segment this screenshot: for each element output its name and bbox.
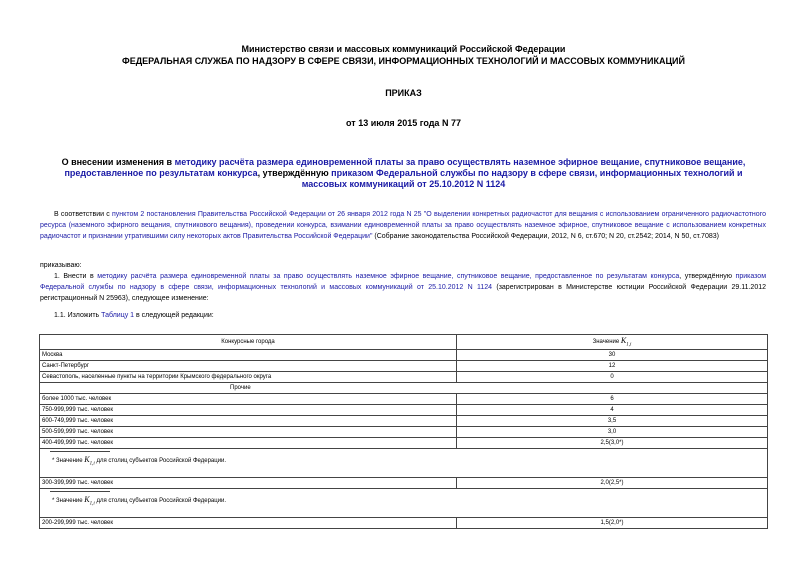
table-row <box>40 361 768 372</box>
city-cell: 300-399,999 тыс. человек <box>40 478 457 489</box>
table-header-row <box>40 335 768 350</box>
city-cell: 500-599,999 тыс. человек <box>40 427 457 438</box>
table-row <box>40 438 768 449</box>
document-title <box>48 157 759 190</box>
city-cell: 200-299,999 тыс. человек <box>40 518 457 529</box>
footnote-row <box>40 449 768 478</box>
coefficient-table <box>39 334 768 529</box>
title-link-order[interactable]: приказом Федеральной службы по надзору в сфере связи, информационных технологий и массовых коммуникаций от 25.10.2012 N 1124 <box>301 168 743 189</box>
item-1-tail: (зарегистрирован в Министерстве юстиции Российской Федерации 29.11.2012 регистрационный N 25963), следующее изменение: <box>40 284 767 302</box>
value-cell: 1,5(2,0*) <box>457 518 768 529</box>
k-coefficient-symbol: $K_{1,i}$ <box>84 495 95 507</box>
table-row <box>40 394 768 405</box>
item-1-paragraph <box>40 271 766 304</box>
table-row <box>40 405 768 416</box>
city-cell: более 1000 тыс. человек <box>40 394 457 405</box>
value-cell: 6 <box>457 394 768 405</box>
preamble-lead: В соответствии с <box>54 211 113 218</box>
document-date-number: от 13 июля 2015 года N 77 <box>346 118 461 128</box>
preamble-link[interactable]: пунктом 2 постановления Правительства Российской Федерации от 26 января 2012 года N 25 "О выделении конкретных радиочастот для вещания с использованием ограниченного радиочастотного ресурса (наземного эфирного вещания, спутникового вещания), проведении конкурса, взимании единовременной платы за право осуществлять наземное эфирное, спутниковое вещание с использованием конкретных радиочастот и признании утратившими силу некоторых актов Правительства Российской Федерации" <box>40 211 766 240</box>
table-row <box>40 518 768 529</box>
table-row <box>40 427 768 438</box>
value-cell: 12 <box>457 361 768 372</box>
table-row <box>40 350 768 361</box>
footnote-prefix: * Значение <box>52 458 83 464</box>
item-1-lead: 1. Внести в <box>54 273 98 280</box>
value-cell: 4 <box>457 405 768 416</box>
title-text-1: О внесении изменения в <box>61 157 175 167</box>
item-1-mid: , утверждённую <box>679 273 736 280</box>
city-cell: 400-499,999 тыс. человек <box>40 438 457 449</box>
footnote-suffix: для столиц субъектов Российской Федерации. <box>96 458 227 464</box>
preamble-paragraph <box>40 209 766 242</box>
value-cell: 3,0 <box>457 427 768 438</box>
item-1-1-tail: в следующей редакции: <box>134 312 214 319</box>
order-word: приказываю: <box>40 262 82 269</box>
other-label-cell: Прочие <box>40 383 768 394</box>
header-value-label: Значение <box>592 339 620 346</box>
k-coefficient-symbol: $K_{1,i}$ <box>620 336 632 348</box>
table-1-link[interactable]: Таблицу 1 <box>101 312 135 319</box>
footnote-prefix: * Значение <box>52 498 83 504</box>
value-cell: 0 <box>457 372 768 383</box>
value-cell: 2,0(2,5*) <box>457 478 768 489</box>
value-cell: 2,5(3,0*) <box>457 438 768 449</box>
value-cell: 30 <box>457 350 768 361</box>
title-text-2: , утверждённую <box>257 168 332 178</box>
value-cell: 3,5 <box>457 416 768 427</box>
item-1-1-paragraph <box>40 310 766 321</box>
ministry-name: Министерство связи и массовых коммуникаций Российской Федерации <box>241 44 566 54</box>
city-cell: Москва <box>40 350 457 361</box>
item-1-link-order[interactable]: приказом Федеральной службы по надзору в сфере связи, информационных технологий и массовых коммуникаций от 25.10.2012 N 1124 <box>40 273 767 291</box>
document-type: ПРИКАЗ <box>385 88 422 98</box>
table-row <box>40 416 768 427</box>
city-cell: 600-749,999 тыс. человек <box>40 416 457 427</box>
footnote-suffix: для столиц субъектов Российской Федерации. <box>96 498 227 504</box>
item-1-1-lead: 1.1. Изложить <box>54 312 102 319</box>
item-1-link-methodology[interactable]: методику расчёта размера единовременной платы за право осуществлять наземное эфирное вещание, спутниковое вещание, предоставленное по результатам конкурса <box>97 273 680 280</box>
preamble-tail: (Собрание законодательства Российской Федерации, 2012, N 6, ст.670; N 20, ст.2542; 2014, N 50, ст.7083) <box>372 233 719 240</box>
table-row <box>40 372 768 383</box>
k-coefficient-symbol: $K_{1,i}$ <box>84 455 95 467</box>
table-row <box>40 478 768 489</box>
footnote-cell <box>40 489 768 518</box>
header-value <box>457 335 768 350</box>
header-city: Конкурсные города <box>40 335 457 350</box>
title-link-methodology[interactable]: методику расчёта размера единовременной платы за право осуществлять наземное эфирное вещание, спутниковое вещание, предоставленное по результатам конкурса <box>64 157 746 178</box>
city-cell: Севастополь, населенные пункты на территории Крымского федерального округа <box>40 372 457 383</box>
table-row-other-label <box>40 383 768 394</box>
city-cell: Санкт-Петербург <box>40 361 457 372</box>
city-cell: 750-999,999 тыс. человек <box>40 405 457 416</box>
service-name: ФЕДЕРАЛЬНАЯ СЛУЖБА ПО НАДЗОРУ В СФЕРЕ СВЯЗИ, ИНФОРМАЦИОННЫХ ТЕХНОЛОГИЙ И МАССОВЫХ КОММУНИКАЦИЙ <box>122 56 685 66</box>
footnote-cell <box>40 449 768 478</box>
footnote-row <box>40 489 768 518</box>
